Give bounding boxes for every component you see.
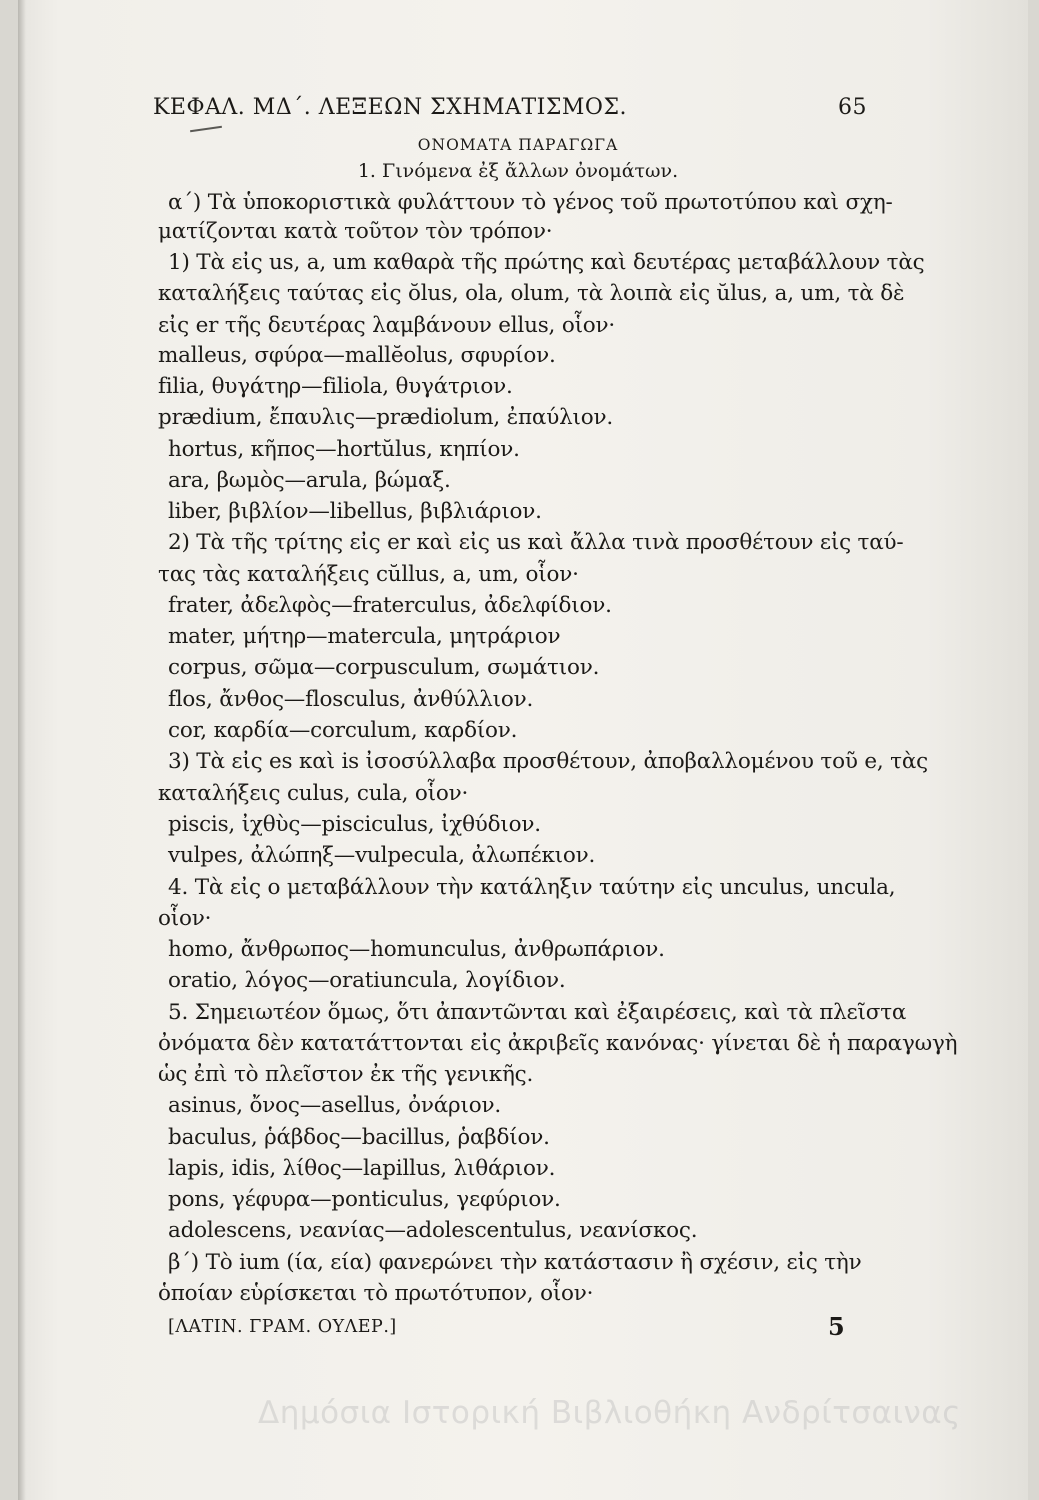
text-line: 3) Τὰ εἰς es καὶ is ἰσοσύλλαβα προσθέτουν, ἀποβαλλομένου τοῦ e, τὰς xyxy=(168,749,929,774)
text-line: corpus, σῶμα—corpusculum, σωμάτιον. xyxy=(168,655,600,680)
text-line: oratio, λόγος—oratiuncula, λογίδιον. xyxy=(168,968,566,993)
running-title: ΚΕΦΑΛ. ΜΔ΄. ΛΕΞΕΩΝ ΣΧΗΜΑΤΙΣΜΟΣ. xyxy=(153,95,628,120)
text-line: asinus, ὄνος—asellus, ὀνάριον. xyxy=(168,1093,501,1118)
text-line: flos, ἄνθος—flosculus, ἀνθύλλιον. xyxy=(168,687,534,712)
text-line: vulpes, ἀλώπηξ—vulpecula, ἀλωπέκιον. xyxy=(168,843,596,868)
library-watermark: Δημόσια Ιστορική Βιβλιοθήκη Ανδρίτσαινας xyxy=(258,1395,961,1431)
signature-mark: 5 xyxy=(828,1312,845,1341)
text-line: καταλήξεις ταύτας εἰς ŏlus, ola, olum, τὰ λοιπὰ εἰς ŭlus, a, um, τὰ δὲ xyxy=(158,281,905,306)
book-page xyxy=(18,0,1028,1500)
page-number: 65 xyxy=(838,95,867,120)
text-line: frater, ἀδελφὸς—fraterculus, ἀδελφίδιον. xyxy=(168,593,612,618)
section-title: ΟΝΟΜΑΤΑ ΠΑΡΑΓΩΓΑ xyxy=(417,136,619,154)
text-line: ὡς ἐπὶ τὸ πλεῖστον ἐκ τῆς γενικῆς. xyxy=(158,1062,534,1087)
text-line: hortus, κῆπος—hortŭlus, κηπίον. xyxy=(168,437,520,462)
text-line: ὀνόματα δὲν κατατάττονται εἰς ἀκριβεῖς κανόνας· γίνεται δὲ ἡ παραγωγὴ xyxy=(158,1031,958,1056)
text-line: pons, γέφυρα—ponticulus, γεφύριον. xyxy=(168,1187,561,1212)
text-line: εἰς er τῆς δευτέρας λαμβάνουν ellus, οἷον· xyxy=(158,313,616,338)
text-line: baculus, ῥάβδος—bacillus, ῥαβδίον. xyxy=(168,1125,550,1150)
text-line: α΄) Τὰ ὑποκοριστικὰ φυλάττουν τὸ γένος τοῦ πρωτοτύπου καὶ σχη- xyxy=(168,190,893,215)
text-line: καταλήξεις culus, cula, οἷον· xyxy=(158,781,469,806)
text-line: ara, βωμὸς—arula, βώμαξ. xyxy=(168,468,451,493)
text-line: ὁποίαν εὑρίσκεται τὸ πρωτότυπον, οἷον· xyxy=(158,1281,594,1306)
text-line: β΄) Τὸ ium (ία, εία) φανερώνει τὴν κατάστασιν ἢ σχέσιν, εἰς τὴν xyxy=(168,1250,862,1275)
text-line: οἷον· xyxy=(158,906,212,931)
text-line: mater, μήτηρ—matercula, μητράριον xyxy=(168,624,561,649)
text-line: adolescens, νεανίας—adolescentulus, νεανίσκος. xyxy=(168,1218,698,1243)
text-line: τας τὰς καταλήξεις cŭllus, a, um, οἷον· xyxy=(158,562,579,587)
text-line: homo, ἄνθρωπος—homunculus, ἀνθρωπάριον. xyxy=(168,937,665,962)
text-line: liber, βιβλίον—libellus, βιβλιάριον. xyxy=(168,499,542,524)
text-line: 2) Τὰ τῆς τρίτης εἰς er καὶ εἰς us καὶ ἄλλα τινὰ προσθέτουν εἰς ταύ- xyxy=(168,530,904,555)
text-line: 4. Τὰ εἰς o μεταβάλλουν τὴν κατάληξιν ταύτην εἰς unculus, uncula, xyxy=(168,875,896,900)
text-line: malleus, σφύρα—mallĕolus, σφυρίον. xyxy=(158,343,556,368)
text-line: prædium, ἔπαυλις—prædiolum, ἐπαύλιον. xyxy=(158,405,614,430)
text-line: lapis, idis, λίθος—lapillus, λιθάριον. xyxy=(168,1156,556,1181)
text-line: piscis, ἰχθὺς—pisciculus, ἰχθύδιον. xyxy=(168,812,541,837)
text-line: 5. Σημειωτέον ὅμως, ὅτι ἀπαντῶνται καὶ ἐξαιρέσεις, καὶ τὰ πλεῖστα xyxy=(168,1000,907,1025)
printer-mark xyxy=(190,126,222,132)
text-line: cor, καρδία—corculum, καρδίον. xyxy=(168,718,518,743)
text-line: 1) Τὰ εἰς us, a, um καθαρὰ τῆς πρώτης καὶ δευτέρας μεταβάλλουν τὰς xyxy=(168,250,925,275)
printer-signature: [ΛΑΤΙΝ. ΓΡΑΜ. ΟΥΛΕΡ.] xyxy=(168,1317,397,1337)
subsection-title: 1. Γινόμενα ἐξ ἄλλων ὀνομάτων. xyxy=(357,160,679,182)
text-line: ματίζονται κατὰ τοῦτον τὸν τρόπον· xyxy=(158,219,553,244)
text-line: filia, θυγάτηρ—filiola, θυγάτριον. xyxy=(158,374,513,399)
